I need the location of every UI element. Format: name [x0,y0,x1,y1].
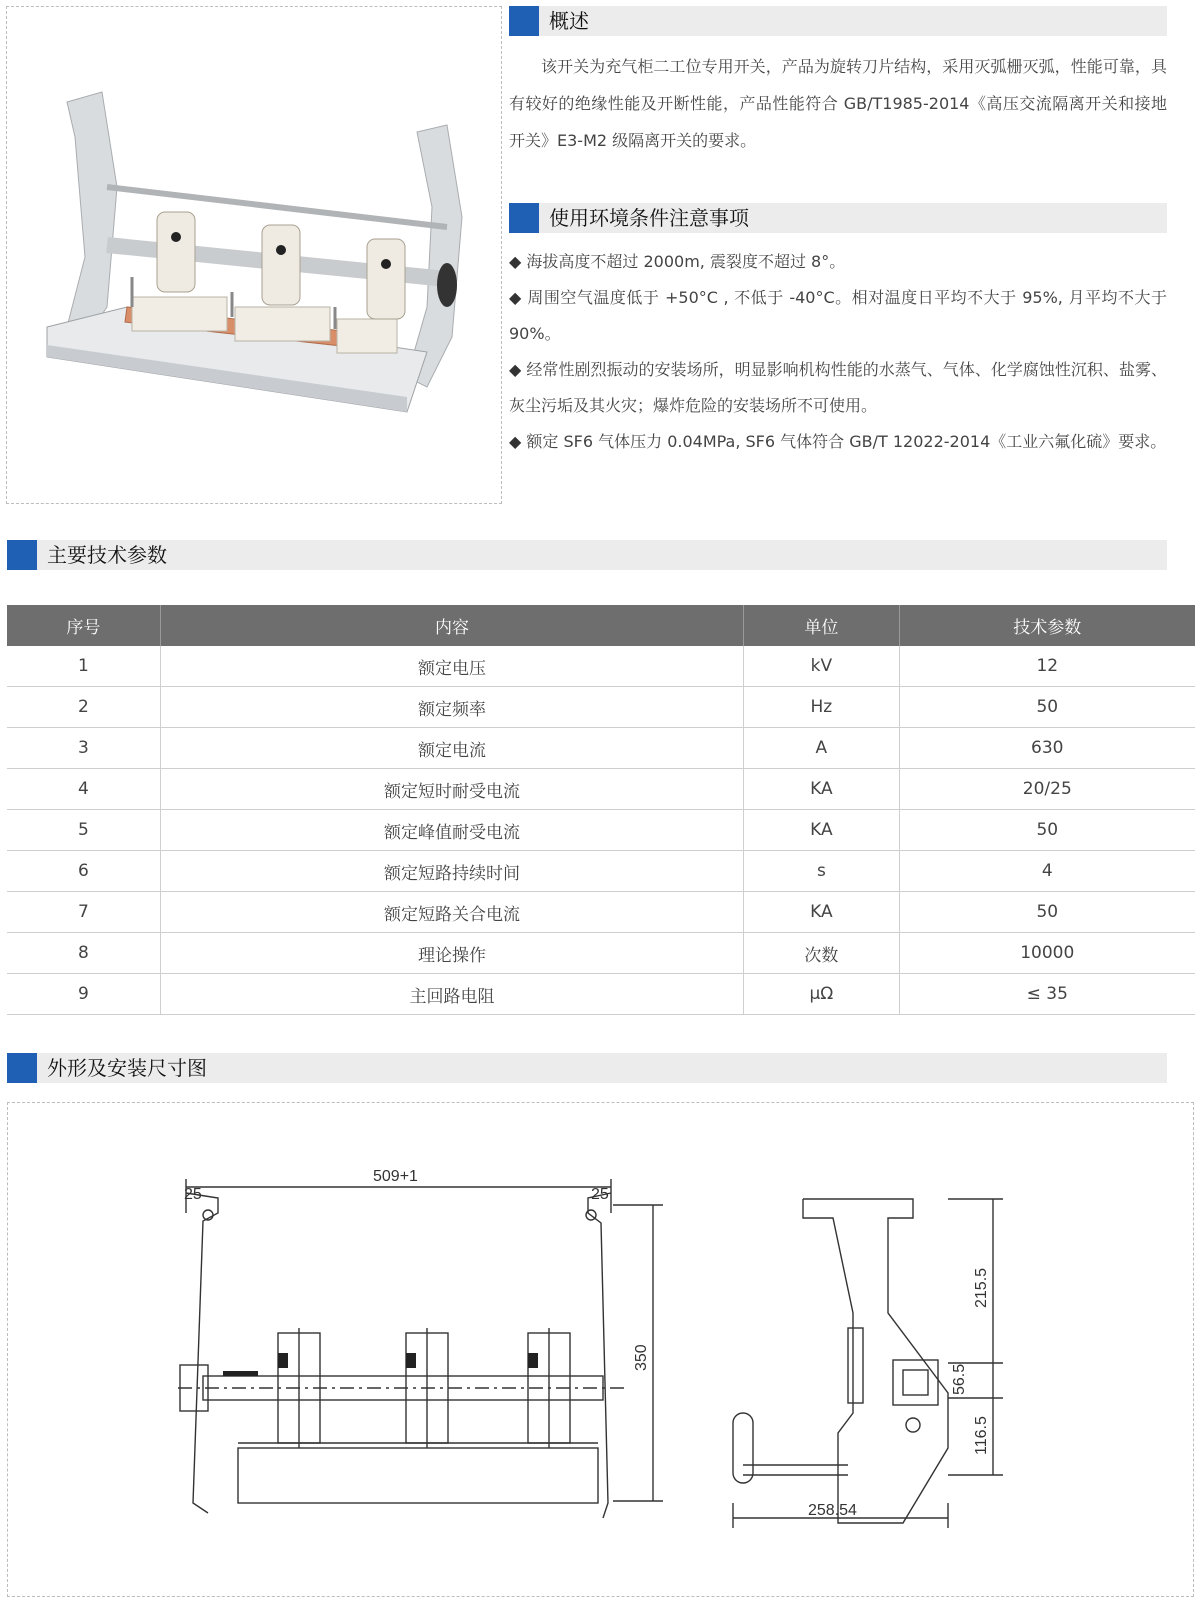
dim-side-mid: 56.5 [951,1363,968,1395]
dim-width-total: 509+1 [373,1168,418,1185]
table-row [7,933,1195,974]
cell: 额定电压 [160,646,744,687]
cell: 额定短时耐受电流 [160,769,744,810]
cell: 630 [899,728,1195,769]
cell: A [744,728,899,769]
overview-header [509,6,1167,36]
cell: 9 [7,974,160,1015]
cell: 3 [7,728,160,769]
section-marker-icon [509,6,539,36]
table-row [7,769,1195,810]
col-index: 序号 [7,605,160,646]
cell: 4 [7,769,160,810]
cell: KA [744,810,899,851]
cell: 主回路电阻 [160,974,744,1015]
cell: 10000 [899,933,1195,974]
environment-list [509,244,1167,460]
product-photo [6,6,502,504]
list-item: ◆ 经常性剧烈振动的安装场所，明显影响机构性能的水蒸气、气体、化学腐蚀性沉积、盐雾、灰尘污垢及其火灾；爆炸危险的安装场所不可使用。 [509,352,1167,424]
section-marker-icon [7,540,37,570]
params-header [7,540,1167,570]
list-item: ◆ 海拔高度不超过 2000m, 震裂度不超过 8°。 [509,244,1167,280]
cell: μΩ [744,974,899,1015]
section-marker-icon [509,203,539,233]
dim-side-upper: 215.5 [973,1267,990,1308]
dim-side-depth: 258.54 [808,1502,857,1519]
overview-title: 概述 [549,9,589,33]
section-marker-icon [7,1053,37,1083]
drawing-header [7,1053,1167,1083]
environment-header [509,203,1167,233]
dim-side-lower: 116.5 [973,1416,990,1455]
dim-height-total: 350 [633,1344,650,1371]
overview-text [509,48,1167,159]
cell: 1 [7,646,160,687]
col-value: 技术参数 [899,605,1195,646]
cell: 8 [7,933,160,974]
cell: KA [744,892,899,933]
cell: 6 [7,851,160,892]
cell: 50 [899,892,1195,933]
technical-drawing [8,1103,1193,1596]
list-item: ◆ 额定 SF6 气体压力 0.04MPa, SF6 气体符合 GB/T 12022-2014《工业六氟化硫》要求。 [509,424,1167,460]
table-row [7,646,1195,687]
params-title: 主要技术参数 [47,543,167,567]
cell: 2 [7,687,160,728]
switch-illustration [7,7,501,503]
table-row [7,687,1195,728]
dimension-drawing [7,1102,1194,1597]
cell: 7 [7,892,160,933]
params-table [7,605,1195,1015]
cell: ≤ 35 [899,974,1195,1015]
cell: kV [744,646,899,687]
cell: 50 [899,687,1195,728]
table-row [7,974,1195,1015]
dim-left-offset: 25 [184,1186,202,1203]
table-row [7,810,1195,851]
cell: 50 [899,810,1195,851]
cell: s [744,851,899,892]
col-unit: 单位 [744,605,899,646]
cell: 额定短路持续时间 [160,851,744,892]
list-item: ◆ 周围空气温度低于 +50°C , 不低于 -40°C。相对温度日平均不大于 95%, 月平均不大于 90%。 [509,280,1167,352]
environment-title: 使用环境条件注意事项 [549,206,749,230]
table-row [7,728,1195,769]
cell: 20/25 [899,769,1195,810]
cell: 12 [899,646,1195,687]
cell: Hz [744,687,899,728]
cell: 额定频率 [160,687,744,728]
cell: 额定短路关合电流 [160,892,744,933]
cell: 额定峰值耐受电流 [160,810,744,851]
table-row [7,851,1195,892]
table-row [7,892,1195,933]
drawing-title: 外形及安装尺寸图 [47,1056,207,1080]
cell: 4 [899,851,1195,892]
table-header-row [7,605,1195,646]
cell: 理论操作 [160,933,744,974]
cell: KA [744,769,899,810]
col-item: 内容 [160,605,744,646]
overview-paragraph: 该开关为充气柜二工位专用开关，产品为旋转刀片结构，采用灭弧栅灭弧，性能可靠，具有较好的绝缘性能及开断性能，产品性能符合 GB/T1985-2014《高压交流隔离开关和接地开关》E3-M2 级隔离开关的要求。 [509,57,1167,150]
cell: 额定电流 [160,728,744,769]
dim-right-offset: 25 [591,1186,609,1203]
cell: 5 [7,810,160,851]
cell: 次数 [744,933,899,974]
